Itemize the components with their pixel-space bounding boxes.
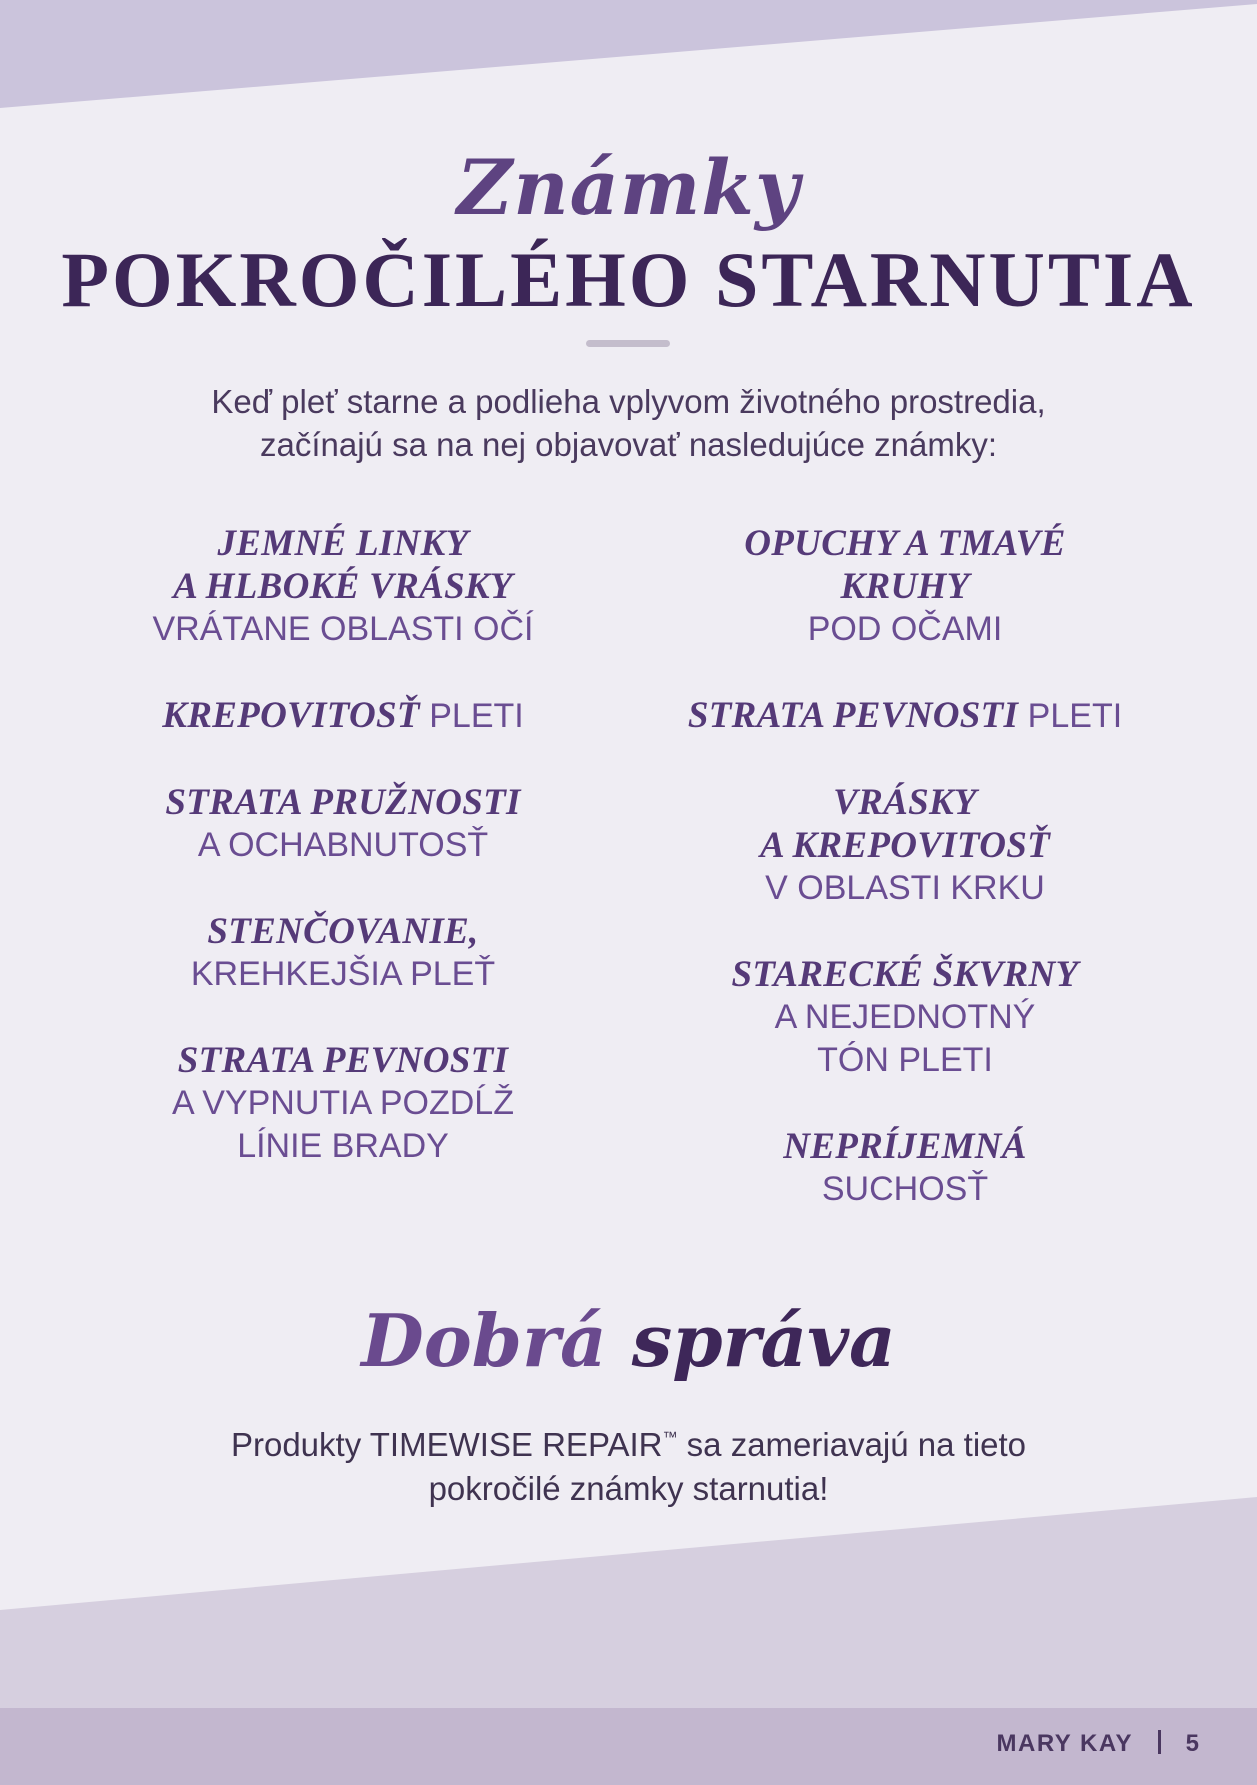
footer-separator	[1158, 1730, 1161, 1754]
trademark-symbol: ™	[662, 1429, 678, 1446]
page-footer	[0, 1708, 1257, 1785]
good-news-line-1	[100, 1416, 1157, 1467]
sign-italic-line: JEMNÉ LINKY	[217, 523, 469, 564]
sign-plain-line: A OCHABNUTOSŤ	[197, 826, 489, 864]
sign-italic-text: KREPOVITOSŤ	[162, 695, 420, 736]
sign-jawline-firmness	[83, 1039, 603, 1168]
bottom-diagonal-band	[0, 1497, 1257, 1708]
footer-brand: MARY KAY	[996, 1730, 1133, 1757]
signs-left-column	[83, 522, 603, 1211]
intro-line: Keď pleť starne a podlieha vplyvom životného prostredia,	[211, 383, 1046, 420]
sign-plain-line: VRÁTANE OBLASTI OČÍ	[152, 610, 534, 648]
page-number: 5	[1185, 1730, 1199, 1757]
sign-italic-line: STENČOVANIE,	[207, 911, 479, 952]
good-news-title	[0, 1295, 1257, 1387]
sign-puffiness	[645, 522, 1165, 651]
signs-right-column	[645, 522, 1165, 1254]
sign-plain-line: KREHKEJŠIA PLEŤ	[190, 955, 496, 993]
sign-italic-line: A KREPOVITOSŤ	[759, 825, 1051, 866]
heading-divider	[586, 340, 670, 347]
sign-plain-line: LÍNIE BRADY	[237, 1127, 449, 1165]
sign-thinning	[83, 910, 603, 996]
sign-loss-of-firmness	[645, 694, 1165, 738]
good-news-title-first: Dobrá	[361, 1298, 607, 1383]
sign-plain-text: PLETI	[419, 697, 524, 735]
sign-plain-line: V OBLASTI KRKU	[765, 869, 1045, 907]
sign-italic-line: OPUCHY A TMAVÉ	[744, 523, 1066, 564]
sign-plain-text: PLETI	[1018, 697, 1123, 735]
good-news-text-part: Produkty TIMEWISE REPAIR	[230, 1426, 663, 1463]
sign-italic-line: A HLBOKÉ VRÁSKY	[173, 566, 513, 607]
good-news-text-part: sa zameriavajú na tieto	[677, 1426, 1027, 1463]
sign-plain-line: TÓN PLETI	[817, 1041, 993, 1079]
sign-age-spots	[645, 953, 1165, 1082]
good-news-line-2: pokročilé známky starnutia!	[428, 1470, 829, 1507]
sign-loss-of-elasticity	[83, 781, 603, 867]
intro-line: začínajú sa na nej objavovať nasledujúce známky:	[260, 426, 997, 463]
sign-plain-line: A NEJEDNOTNÝ	[774, 998, 1036, 1036]
page-heading	[0, 138, 1257, 328]
sign-fine-lines	[83, 522, 603, 651]
sign-crepiness	[83, 694, 603, 738]
sign-italic-line: VRÁSKY	[833, 782, 977, 823]
heading-main: POKROČILÉHO STARNUTIA	[61, 236, 1196, 323]
sign-neck-wrinkles	[645, 781, 1165, 910]
sign-italic-line: STRATA PEVNOSTI	[177, 1040, 509, 1081]
sign-italic-line: STARECKÉ ŠKVRNY	[731, 954, 1079, 995]
sign-italic-line: STRATA PRUŽNOSTI	[165, 782, 521, 823]
heading-script: Známky	[456, 143, 801, 232]
intro-text	[100, 380, 1157, 466]
sign-italic-text: STRATA PEVNOSTI	[687, 695, 1019, 736]
sign-plain-line: POD OČAMI	[807, 610, 1003, 648]
sign-italic-line: NEPRÍJEMNÁ	[783, 1126, 1027, 1167]
sign-plain-line: A VYPNUTIA POZDĹŽ	[172, 1084, 514, 1122]
good-news-text	[100, 1416, 1157, 1511]
top-diagonal-band	[0, 0, 1257, 108]
sign-dryness	[645, 1125, 1165, 1211]
sign-italic-line: KRUHY	[840, 566, 970, 607]
sign-plain-line: SUCHOSŤ	[821, 1170, 989, 1208]
good-news-title-second: správa	[606, 1298, 896, 1383]
